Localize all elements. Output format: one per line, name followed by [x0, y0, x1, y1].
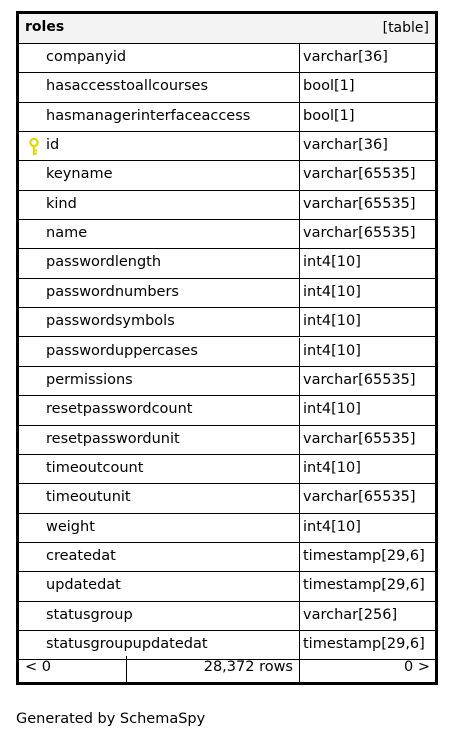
column-name: name: [46, 225, 88, 242]
column-row: [19, 279, 435, 308]
column-type: int4[10]: [303, 283, 361, 300]
footer-divider: [126, 656, 127, 682]
column-name: passworduppercases: [46, 342, 198, 359]
table-kind: [table]: [382, 20, 429, 36]
column-name: id: [46, 137, 60, 154]
column-type: varchar[65535]: [303, 489, 416, 506]
column-divider: [299, 367, 300, 396]
table-name: roles: [25, 19, 65, 35]
column-name: kind: [46, 195, 77, 212]
column-divider: [299, 249, 300, 278]
primary-key-icon: [28, 138, 40, 156]
column-divider: [299, 514, 300, 543]
column-row: [19, 161, 435, 190]
column-type: int4[10]: [303, 518, 361, 535]
column-divider: [299, 220, 300, 249]
column-divider: [299, 161, 300, 190]
column-divider: [299, 338, 300, 367]
column-divider: [299, 426, 300, 455]
column-row: [19, 338, 435, 367]
column-name: resetpasswordunit: [46, 430, 180, 447]
column-row: [19, 572, 435, 601]
column-row: [19, 103, 435, 132]
column-divider: [299, 44, 300, 73]
column-divider: [299, 572, 300, 601]
column-row: [19, 132, 435, 161]
column-type: timestamp[29,6]: [303, 547, 425, 564]
column-row: [19, 308, 435, 337]
column-divider: [299, 191, 300, 220]
column-name: statusgroupupdatedat: [46, 636, 208, 652]
column-type: varchar[36]: [303, 137, 388, 154]
column-name: keyname: [46, 166, 113, 183]
column-divider: [299, 308, 300, 337]
column-type: int4[10]: [303, 254, 361, 271]
column-divider: [299, 543, 300, 572]
column-name: passwordlength: [46, 254, 162, 271]
column-name: createdat: [46, 547, 116, 564]
column-row: [19, 514, 435, 543]
column-name: timeoutcount: [46, 459, 144, 476]
column-type: bool[1]: [303, 107, 355, 124]
column-type: timestamp[29,6]: [303, 577, 425, 594]
column-divider: [299, 73, 300, 102]
column-divider: [299, 484, 300, 513]
column-row: [19, 455, 435, 484]
column-name: hasaccesstoallcourses: [46, 78, 209, 95]
column-type: varchar[256]: [303, 606, 398, 623]
column-name: timeoutunit: [46, 489, 131, 506]
column-row: [19, 220, 435, 249]
column-type: varchar[36]: [303, 49, 388, 65]
column-row: [19, 367, 435, 396]
column-row: [19, 426, 435, 455]
column-divider: [299, 279, 300, 308]
table-footer: [19, 656, 435, 682]
column-type: varchar[65535]: [303, 430, 416, 447]
column-row: [19, 602, 435, 631]
column-type: varchar[65535]: [303, 225, 416, 242]
column-type: int4[10]: [303, 342, 361, 359]
column-divider: [299, 396, 300, 425]
column-row: [19, 396, 435, 425]
column-name: companyid: [46, 49, 127, 65]
column-type: varchar[65535]: [303, 195, 416, 212]
table-header: [19, 14, 435, 44]
column-name: passwordsymbols: [46, 313, 175, 330]
column-row: [19, 73, 435, 102]
column-divider: [299, 455, 300, 484]
column-name: permissions: [46, 371, 133, 388]
column-divider: [299, 602, 300, 631]
column-type: int4[10]: [303, 459, 361, 476]
column-divider: [299, 132, 300, 161]
column-row: [19, 44, 435, 73]
column-type: int4[10]: [303, 313, 361, 330]
column-name: hasmanagerinterfaceaccess: [46, 107, 251, 124]
column-type: varchar[65535]: [303, 371, 416, 388]
column-type: bool[1]: [303, 78, 355, 95]
column-name: resetpasswordcount: [46, 401, 193, 418]
column-name: statusgroup: [46, 606, 133, 623]
children-count: 0 >: [404, 659, 430, 675]
column-name: updatedat: [46, 577, 121, 594]
row-count: 28,372 rows: [203, 659, 293, 675]
column-name: weight: [46, 518, 95, 535]
roles-table: [16, 11, 438, 685]
column-type: varchar[65535]: [303, 166, 416, 183]
footer-divider: [299, 656, 300, 682]
generated-by-label: Generated by SchemaSpy: [16, 711, 206, 727]
column-name: passwordnumbers: [46, 283, 179, 300]
column-type: timestamp[29,6]: [303, 636, 425, 652]
column-row: [19, 543, 435, 572]
parents-count: < 0: [25, 659, 51, 675]
column-row: [19, 249, 435, 278]
column-row: [19, 191, 435, 220]
column-type: int4[10]: [303, 401, 361, 418]
column-divider: [299, 103, 300, 132]
column-row: [19, 484, 435, 513]
